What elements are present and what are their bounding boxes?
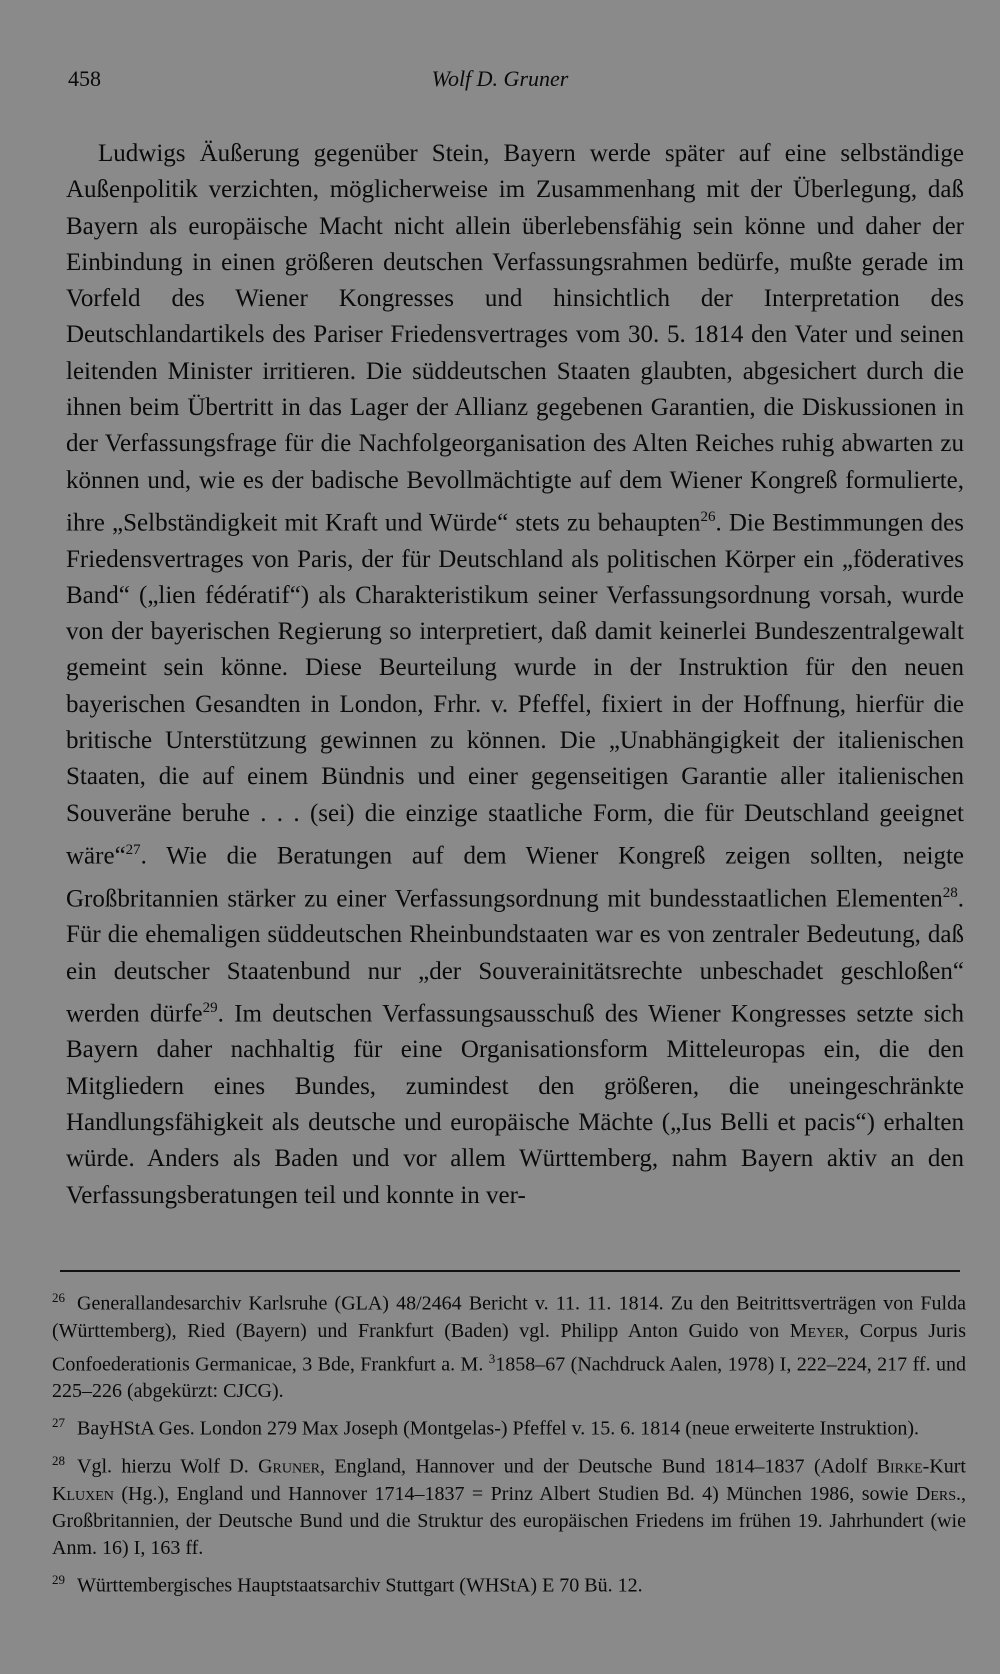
footnote-text: , Corpus Juris Confoederationis Germanicae, 3 Bde, Frankfurt a. M. [52,1319,966,1376]
footnote-text: , England, Hannover und der Deutsche Bund 1814–1837 (Adolf [320,1455,877,1478]
text-run: . Wie die Beratungen auf dem Wiener Kongreß zeigen sollten, neigte Großbritannien stärker zu einer Verfassungsordnung mit bundesstaatlichen Elementen [66,842,964,912]
footnote-reference[interactable]: 27 [125,841,141,858]
footnotes [52,1284,966,1603]
page-number: 458 [68,66,101,91]
text-run: . Im deutschen Verfassungsausschuß des Wiener Kongresses setzte sich Bayern daher nachhaltig für eine Organisationsform Mitteleuropas ein, die den Mitgliedern eines Bundes, zumindest den größeren, die uneingeschränkte Handlungsfähigkeit als deutsche und europäische Mächte („Ius Belli et pacis“) erhalten würde. Anders als Baden und vor allem Württemberg, nahm Bayern aktiv an den Verfassungsberatungen teil und konnte in ver- [66,1000,964,1209]
author-name: Gruner [258,1455,321,1478]
text-run: Ludwigs Äußerung gegenüber Stein, Bayern werde später auf eine selbständige Außenpolitik verzichten, möglicherweise im Zusammenhang mit der Überlegung, daß Bayern als europäische Macht nicht allein überlebensfähig sein könne und daher der Einbindung in einen größeren deutschen Verfassungsrahmen bedürfe, mußte gerade im Vorfeld des Wiener Kongresses und hinsichtlich der Interpretation des Deutschlandartikels des Pariser Friedensvertrages vom 30. 5. 1814 den Vater und seinen leitenden Minister irritieren. Die süddeutschen Staaten glaubten, abgesichert durch die ihnen beim Übertritt in das Lager der Allianz gegebenen Garantien, die Diskussionen in der Verfassungsfrage für die Nachfolgeorganisation des Alten Reiches ruhig abwarten zu können und, wie es der badische Bevollmächtigte auf dem Wiener Kongreß formulierte, ihre „Selbständigkeit mit Kraft und Würde“ stets zu behaupten [66,140,964,537]
footnote-text: Vgl. hierzu Wolf D. [77,1455,259,1478]
footnote-text: , Großbritannien, der Deutsche Bund und die Struktur des europäischen Friedens im frühen 19. Jahrhundert (wie Anm. 16) I, 163 ff. [52,1482,966,1559]
author-name: Meyer [789,1319,845,1342]
footnote-29 [52,1566,966,1600]
footnote-26 [52,1284,966,1405]
footnote-number: 28 [52,1452,65,1468]
author-name: Birke [876,1455,923,1478]
body-paragraph [66,136,964,1214]
footnote-reference[interactable]: 26 [700,508,716,525]
footnote-reference[interactable]: 29 [202,999,218,1016]
footnote-number: 27 [52,1415,65,1431]
footnote-27 [52,1409,966,1443]
text-run: . Für die ehemaligen süddeutschen Rheinbundstaaten war es von zentraler Bedeutung, daß ein deutscher Staatenbund nur „der Souverainitätsrechte unbeschadet geschloßen“ werden dürfe [66,884,964,1028]
edition-superscript: 3 [488,1350,496,1366]
footnote-number: 26 [52,1290,65,1305]
footnote-text: Württembergisches Hauptstaatsarchiv Stuttgart (WHStA) E 70 Bü. 12. [77,1574,643,1597]
footnote-separator [60,1270,960,1272]
footnote-text: (Hg.), England und Hannover 1714–1837 = Prinz Albert Studien Bd. 4) München 1986, sowie [113,1482,916,1505]
author-name: Kluxen [52,1482,114,1505]
footnote-reference[interactable]: 28 [942,884,958,901]
footnote-text: Generallandesarchiv Karlsruhe (GLA) 48/2464 Bericht v. 11. 11. 1814. Zu den Beitrittsverträgen von Fulda (Württemberg), Ried (Bayern) und Frankfurt (Baden) vgl. Philipp Anton Guido von [52,1292,966,1342]
footnote-text: -Kurt [922,1455,966,1478]
footnote-text: 1858–67 (Nachdruck Aalen, 1978) I, 222–224, 217 ff. und 225–226 (abgekürzt: CJCG). [52,1353,966,1403]
text-run: . Die Bestimmungen des Friedensvertrages von Paris, der für Deutschland als politischen Körper ein „föderatives Band“ („lien fédératif“) als Charakteristikum seiner Verfassungsordnung vorsah, wurde von der bayerischen Regierung so interpretiert, daß damit keinerlei Bundeszentralgewalt gemeint sein könne. Diese Beurteilung wurde in der Instruktion für den neuen bayerischen Gesandten in London, Frhr. v. Pfeffel, fixiert in der Hoffnung, hierfür die britische Unterstützung gewinnen zu können. Die „Unabhängigkeit der italienischen Staaten, die auf einem Bündnis und einer gegenseitigen Garantie aller italienischen Souveräne beruhe . . . (sei) die einzige staatliche Form, die für Deutschland geeignet wäre“ [66,509,964,870]
footnote-number: 29 [52,1571,65,1587]
footnote-text: BayHStA Ges. London 279 Max Joseph (Montgelas-) Pfeffel v. 15. 6. 1814 (neue erweiterte Instruktion). [77,1417,920,1440]
author-name: Ders. [915,1482,961,1505]
footnote-28 [52,1447,966,1562]
running-header-author: Wolf D. Gruner [431,66,569,91]
